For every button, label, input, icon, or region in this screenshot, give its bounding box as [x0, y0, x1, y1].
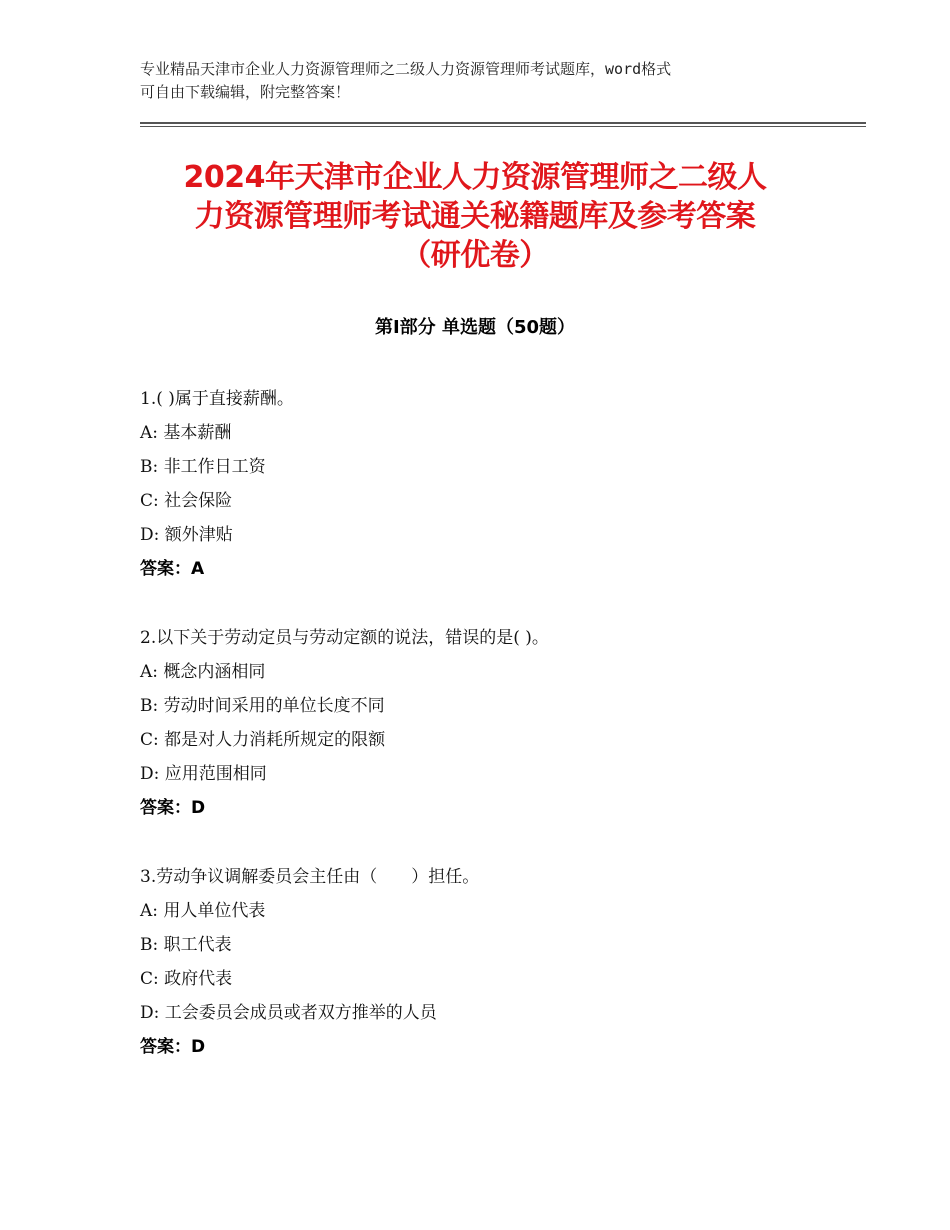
option-a: A: 概念内涵相同: [140, 662, 266, 682]
header-note: [140, 58, 830, 104]
option-c: C: 都是对人力消耗所规定的限额: [140, 730, 386, 750]
question-item: [140, 382, 840, 586]
question-list: [140, 382, 840, 1099]
option-b: B: 职工代表: [140, 935, 232, 955]
document-title-line-1: 2024年天津市企业人力资源管理师之二级人: [183, 160, 767, 195]
answer-label: 答案：D: [140, 1037, 206, 1057]
header-note-line-2: 可自由下载编辑，附完整答案！: [140, 83, 351, 101]
option-b: B: 非工作日工资: [140, 457, 266, 477]
option-c: C: 政府代表: [140, 969, 233, 989]
header-divider-thin: [140, 126, 866, 127]
question-stem: 1.( )属于直接薪酬。: [140, 389, 294, 409]
question-item: [140, 860, 840, 1064]
header-divider-thick: [140, 122, 866, 124]
option-b: B: 劳动时间采用的单位长度不同: [140, 696, 385, 716]
header-note-line-1: 专业精品天津市企业人力资源管理师之二级人力资源管理师考试题库，word格式: [140, 60, 672, 78]
question-stem: 3.劳动争议调解委员会主任由（ ）担任。: [140, 867, 480, 887]
document-title-line-3: （研优卷）: [401, 238, 549, 273]
question-item: [140, 621, 840, 825]
option-d: D: 额外津贴: [140, 525, 233, 545]
answer-label: 答案：A: [140, 559, 205, 579]
question-stem: 2.以下关于劳动定员与劳动定额的说法，错误的是( )。: [140, 628, 549, 648]
document-title: [120, 158, 830, 275]
document-title-line-2: 力资源管理师考试通关秘籍题库及参考答案: [194, 199, 756, 234]
option-a: A: 基本薪酬: [140, 423, 232, 443]
option-c: C: 社会保险: [140, 491, 233, 511]
answer-label: 答案：D: [140, 798, 206, 818]
section-title: 第Ⅰ部分 单选题（50题）: [374, 317, 575, 338]
option-d: D: 应用范围相同: [140, 764, 267, 784]
option-a: A: 用人单位代表: [140, 901, 266, 921]
option-d: D: 工会委员会成员或者双方推举的人员: [140, 1003, 437, 1023]
